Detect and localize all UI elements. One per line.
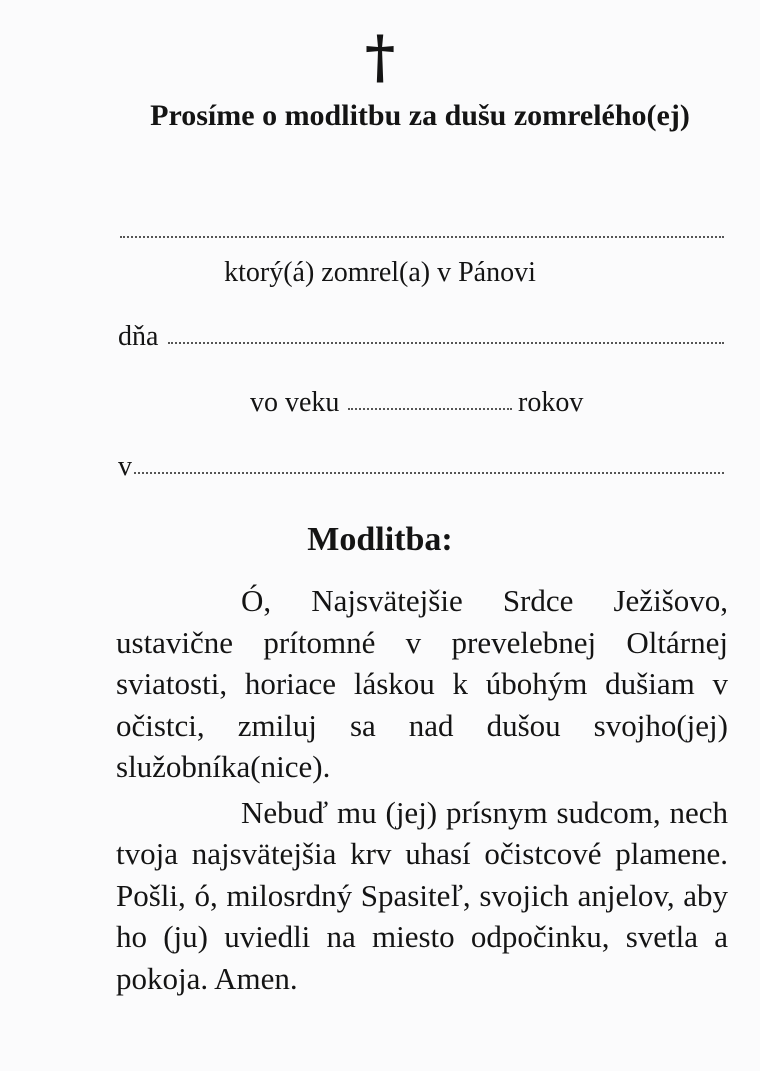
age-unit: rokov: [518, 387, 584, 418]
age-dotted-line: [348, 408, 512, 410]
card-title: Prosíme o modlitbu za dušu zomrelého(ej): [150, 99, 690, 132]
day-label: dňa: [118, 321, 159, 352]
place-dotted-line: [134, 472, 724, 474]
cross-icon: †: [364, 23, 396, 91]
name-dotted-line: [120, 236, 724, 238]
day-dotted-line: [168, 342, 724, 344]
prayer-heading: Modlitba:: [307, 521, 453, 558]
place-label: v: [118, 451, 132, 482]
age-label: vo veku: [250, 387, 340, 418]
prayer-paragraph: Nebuď mu (jej) prísnym sudcom, nech tvoja najsvätejšia krv uhasí očistcové plamene. Pošli, ó, milosrdný Spasiteľ, svojich anjelov, aby ho (ju) uviedli na miesto odpočinku, svetla a pokoja. Amen.: [116, 794, 728, 996]
prayer-paragraph: Ó, Najsvätejšie Srdce Ježišovo, ustavične prítomné v prevelebnej Oltárnej sviatosti, horiace láskou k úbohým dušiam v očistci, zmiluj sa nad dušou svojho(jej) služobníka(nice).: [116, 583, 728, 784]
died-line: ktorý(á) zomrel(a) v Pánovi: [224, 257, 536, 288]
prayer-text: [116, 580, 728, 999]
